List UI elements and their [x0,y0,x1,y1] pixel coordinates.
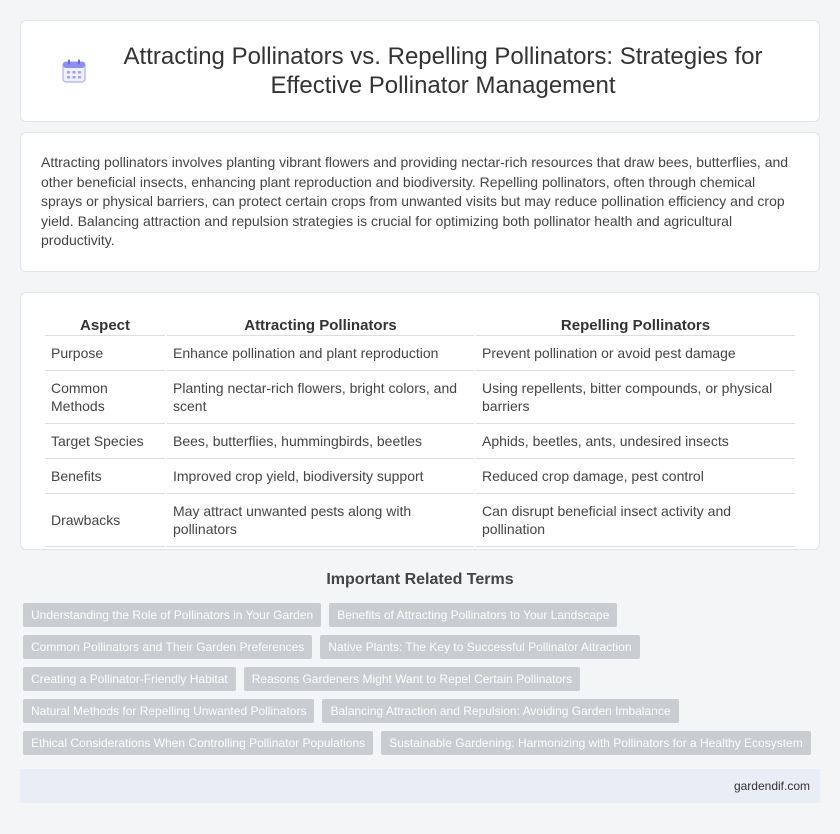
related-term-link[interactable]: Benefits of Attracting Pollinators to Your Landscape [329,603,617,627]
page-title: Attracting Pollinators vs. Repelling Pollinators: Strategies for Effective Pollinator Management [123,43,763,99]
tag-row [23,603,823,627]
site-name[interactable]: gardendif.com [733,779,810,793]
comparison-table [43,315,797,547]
table-row [45,494,795,547]
table-cell: Planting nectar-rich flowers, bright colors, and scent [167,371,474,424]
table-header-row [45,315,795,336]
related-term-link[interactable]: Natural Methods for Repelling Unwanted Pollinators [23,699,314,723]
column-header: Repelling Pollinators [476,315,795,336]
footer [20,769,820,803]
table-cell: Drawbacks [45,494,165,547]
table-row [45,459,795,494]
related-term-link[interactable]: Understanding the Role of Pollinators in Your Garden [23,603,321,627]
table-cell: Aphids, beetles, ants, undesired insects [476,424,795,459]
tag-row [23,635,823,659]
column-header: Aspect [45,315,165,336]
table-cell: Target Species [45,424,165,459]
table-row [45,424,795,459]
table-cell: Can disrupt beneficial insect activity and pollination [476,494,795,547]
table-cell: Improved crop yield, biodiversity support [167,459,474,494]
table-cell: Reduced crop damage, pest control [476,459,795,494]
related-terms-list [23,603,823,763]
table-row [45,336,795,371]
intro-paragraph: Attracting pollinators involves planting vibrant flowers and providing nectar-rich resources that draw bees, butterflies, and other beneficial insects, enhancing plant reproduction and biodiversity. Repelling pollinators, often through chemical sprays or physical barriers, can protect certain crops from unwanted visits but may reduce pollination efficiency and crop yield. Balancing attraction and repulsion strategies is crucial for optimizing both pollinator health and agricultural productivity. [41,154,789,248]
header-card [20,20,820,122]
table-cell: Bees, butterflies, hummingbirds, beetles [167,424,474,459]
calendar-icon [61,58,87,84]
table-cell: Prevent pollination or avoid pest damage [476,336,795,371]
related-terms-title: Important Related Terms [326,571,514,588]
intro-card [20,132,820,272]
table-cell: May attract unwanted pests along with pollinators [167,494,474,547]
table-cell: Using repellents, bitter compounds, or physical barriers [476,371,795,424]
related-term-link[interactable]: Creating a Pollinator-Friendly Habitat [23,667,236,691]
tag-row [23,699,823,723]
table-cell: Enhance pollination and plant reproduction [167,336,474,371]
table-cell: Benefits [45,459,165,494]
tag-row [23,667,823,691]
comparison-table-card [20,292,820,550]
related-term-link[interactable]: Sustainable Gardening: Harmonizing with Pollinators for a Healthy Ecosystem [381,731,811,755]
table-cell: Common Methods [45,371,165,424]
related-term-link[interactable]: Balancing Attraction and Repulsion: Avoiding Garden Imbalance [322,699,678,723]
tag-row [23,731,823,755]
table-cell: Purpose [45,336,165,371]
related-term-link[interactable]: Reasons Gardeners Might Want to Repel Certain Pollinators [244,667,580,691]
related-term-link[interactable]: Ethical Considerations When Controlling Pollinator Populations [23,731,373,755]
column-header: Attracting Pollinators [167,315,474,336]
related-term-link[interactable]: Native Plants: The Key to Successful Pollinator Attraction [320,635,639,659]
related-term-link[interactable]: Common Pollinators and Their Garden Preferences [23,635,312,659]
table-row [45,371,795,424]
